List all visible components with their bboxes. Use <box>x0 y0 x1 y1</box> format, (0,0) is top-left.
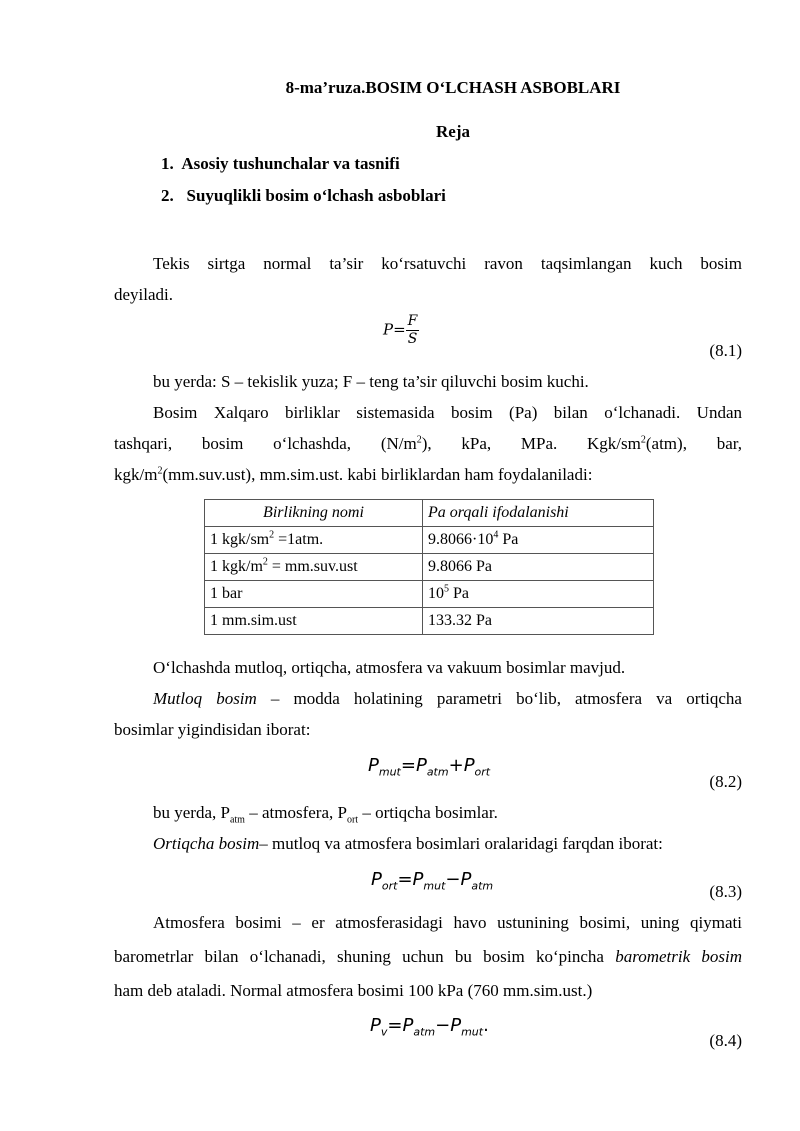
text-span: ), kPa, MPa. Kgk/sm <box>421 434 641 453</box>
paragraph-3-line-1: Bosim Xalqaro birliklar sistemasida bosim (Pa) bilan o‘lchanadi. Undan <box>153 403 742 422</box>
plan-item-number: 2. <box>161 186 174 205</box>
plan-heading: Reja <box>436 122 470 141</box>
fraction <box>406 313 420 348</box>
term-barometrik-bosim: barometrik bosim <box>615 947 743 966</box>
paragraph-8-line-2: barometrlar bilan o‘lchanadi, shuning uchun bu bosim ko‘pincha barometrik bosim <box>114 947 743 966</box>
paragraph-8-line-3: ham deb ataladi. Normal atmosfera bosimi 100 kPa (760 mm.sim.ust.) <box>114 981 593 1000</box>
paragraph-7 <box>153 834 663 854</box>
table-header-row <box>205 500 654 527</box>
table-cell: 1 bar <box>205 581 423 608</box>
table-header-cell: Pa orqali ifodalanishi <box>423 500 654 527</box>
units-table <box>204 499 654 635</box>
plan-item-text: Asosiy tushunchalar va tasnifi <box>181 154 400 173</box>
plan-item-text: Suyuqlikli bosim o‘lchash asboblari <box>186 186 446 205</box>
text-span: tashqari, bosim o‘lchashda, (N/m <box>114 434 417 453</box>
superscript: 2 <box>157 465 163 477</box>
table-row <box>205 554 654 581</box>
equation-number-8-1: (8.1) <box>709 341 742 360</box>
plan-item-2 <box>161 186 446 206</box>
paragraph-1-line-2: deyiladi. <box>114 285 174 304</box>
table-cell: $10^5$ Pa <box>423 581 654 608</box>
term-ortiqcha-bosim: Ortiqcha bosim <box>153 834 260 853</box>
term-mutloq-bosim: Mutloq bosim <box>153 689 257 708</box>
text-span: – modda holatining parametri bo‘lib, atmosfera va ortiqcha <box>256 689 742 708</box>
paragraph-2: bu yerda: S – tekislik yuza; F – teng ta’sir qiluvchi bosim kuchi. <box>153 372 589 391</box>
fraction-numerator: F <box>407 313 418 329</box>
equation-number-8-3: (8.3) <box>709 882 742 901</box>
equation-operator: = <box>393 320 406 339</box>
plan-item-1 <box>161 154 400 174</box>
table-cell: 9.8066 Pa <box>423 554 654 581</box>
table-row <box>205 608 654 635</box>
equation-symbol: P <box>383 320 394 339</box>
paragraph-5-line-1 <box>153 689 742 709</box>
text-span: (mm.suv.ust), mm.sim.ust. kabi birliklardan ham foydalaniladi: <box>162 465 593 484</box>
paragraph-3-line-3 <box>114 465 592 485</box>
paragraph-3-line-2 <box>114 434 742 454</box>
table-row <box>205 581 654 608</box>
fraction-denominator: S <box>407 331 418 347</box>
table-cell: 1 kgk/$sm^2 =1atm$. <box>205 527 423 554</box>
equation-8-4: $P_v=P_{atm}-P_{mut}$. <box>370 1015 489 1039</box>
superscript: 2 <box>640 434 646 446</box>
equation-number-8-4: (8.4) <box>709 1031 742 1050</box>
equation-8-2: $P_{mut}=P_{atm}+P_{ort}$ <box>368 755 491 779</box>
equation-8-3: $P_{ort}=P_{mut}-P_{atm}$ <box>371 869 494 893</box>
paragraph-1-line-1: Tekis sirtga normal ta’sir ko‘rsatuvchi ravon taqsimlangan kuch bosim <box>153 254 742 273</box>
table-cell: 133.32 Pa <box>423 608 654 635</box>
superscript: 2 <box>416 434 422 446</box>
table-row <box>205 527 654 554</box>
paragraph-5-line-2: bosimlar yigindisidan iborat: <box>114 720 311 739</box>
equation-number-8-2: (8.2) <box>709 772 742 791</box>
table-cell: 1 kgk/$m^2 = mm.suv.ust$ <box>205 554 423 581</box>
paragraph-6: bu yerda, $P_{atm}$ – atmosfera, $P_{ort}$ – ortiqcha bosimlar. <box>153 803 498 826</box>
table-cell: 1 mm.sim.ust <box>205 608 423 635</box>
text-span: (atm), bar, <box>645 434 742 453</box>
table-header-cell: Birlikning nomi <box>205 500 423 527</box>
paragraph-4: O‘lchashda mutloq, ortiqcha, atmosfera va vakuum bosimlar mavjud. <box>153 658 626 677</box>
equation-8-1 <box>383 313 419 348</box>
paragraph-8-line-1: Atmosfera bosimi – er atmosferasidagi havo ustunining bosimi, uning qiymati <box>153 913 742 932</box>
table-cell: $9.8066\cdot 10^4$ Pa <box>423 527 654 554</box>
plan-item-number: 1. <box>161 154 174 173</box>
text-span: kgk/m <box>114 465 158 484</box>
page-title: 8-ma’ruza.BOSIM O‘LCHASH ASBOBLARI <box>285 78 621 97</box>
text-span: – mutloq va atmosfera bosimlari oralaridagi farqdan iborat: <box>259 834 663 853</box>
